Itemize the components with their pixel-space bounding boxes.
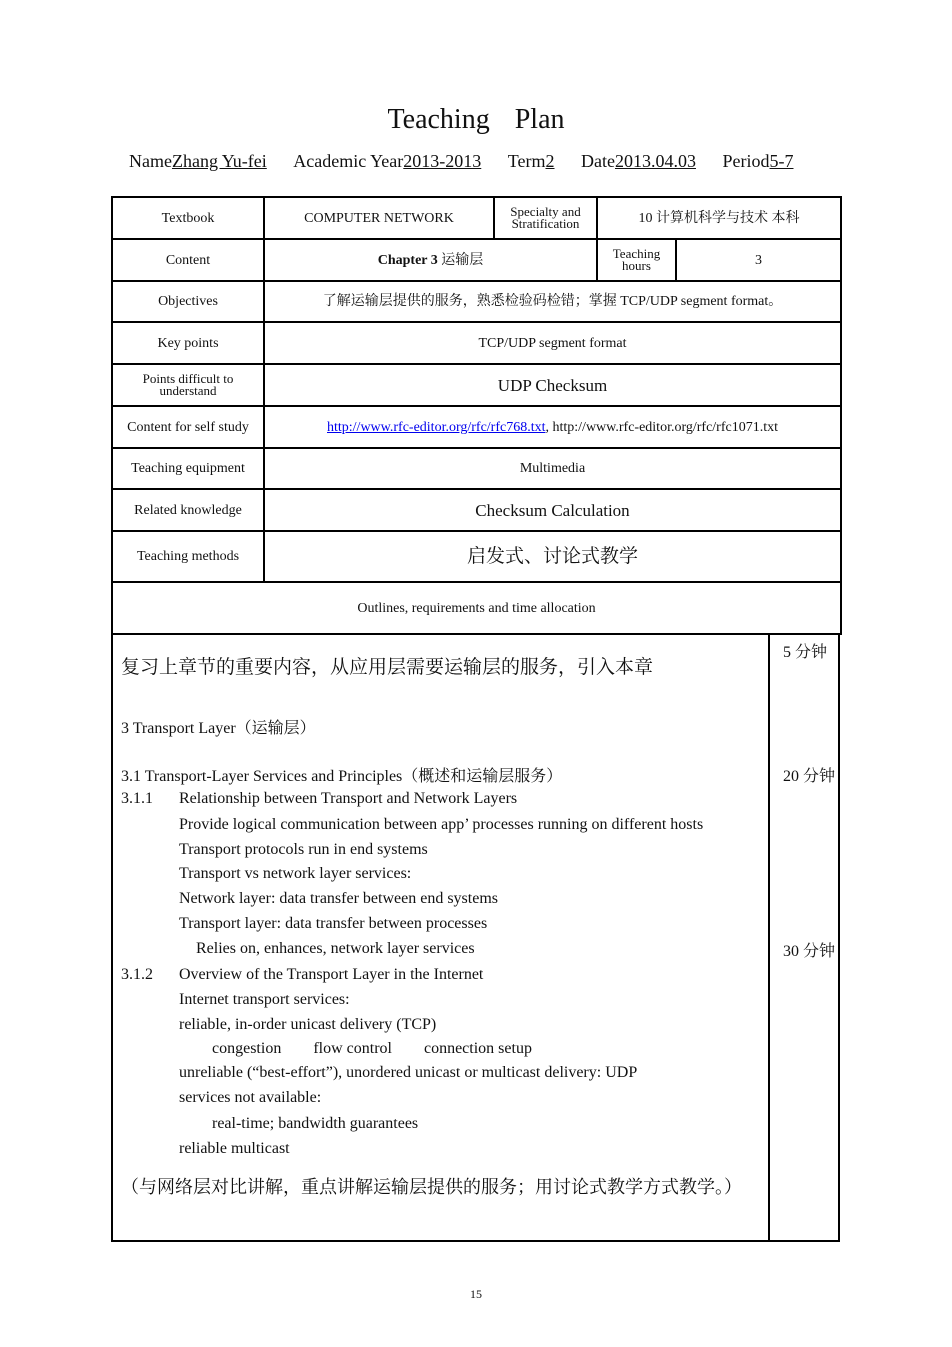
row-keypoints xyxy=(112,322,841,364)
outline-line: reliable multicast xyxy=(179,1140,290,1157)
methods-label: Teaching methods xyxy=(112,531,264,582)
textbook-value: COMPUTER NETWORK xyxy=(264,197,494,239)
row-related xyxy=(112,489,841,531)
row-methods xyxy=(112,531,841,582)
textbook-label: Textbook xyxy=(112,197,264,239)
review-intro: 复习上章节的重要内容，从应用层需要运输层的服务，引入本章 xyxy=(121,656,654,678)
section-3-1-1-number: 3.1.1 xyxy=(121,790,153,807)
hours-label: Teaching hours xyxy=(597,239,676,281)
row-difficult xyxy=(112,364,841,406)
rfc768-link[interactable]: http://www.rfc-editor.org/rfc/rfc768.txt xyxy=(327,419,546,435)
period-label: Period xyxy=(722,151,770,171)
outline-line: congestion flow control connection setup xyxy=(212,1040,532,1057)
teaching-note: （与网络层对比讲解，重点讲解运输层提供的服务；用讨论式教学方式教学。） xyxy=(121,1177,742,1198)
objectives-value: 了解运输层提供的服务，熟悉检验码检错；掌握 TCP/UDP segment format。 xyxy=(264,281,841,322)
difficult-label: Points difficult to understand xyxy=(112,364,264,406)
term-value: 2 xyxy=(545,151,555,171)
keypoints-label: Key points xyxy=(112,322,264,364)
content-label: Content xyxy=(112,239,264,281)
specialty-label: Specialty and Stratification xyxy=(494,197,597,239)
section-3-1-1-title: Relationship between Transport and Network Layers xyxy=(179,790,518,807)
rfc1071-text: , http://www.rfc-editor.org/rfc/rfc1071.txt xyxy=(545,419,778,435)
outline-box xyxy=(111,633,840,1242)
objectives-label: Objectives xyxy=(112,281,264,322)
content-value xyxy=(264,239,597,281)
content-chapter: Chapter 3 xyxy=(377,252,438,268)
content-chapter-title: 运输层 xyxy=(437,252,484,268)
row-selfstudy xyxy=(112,406,841,448)
section-3-1-2-number: 3.1.2 xyxy=(121,966,153,983)
page-number: 15 xyxy=(470,1287,482,1301)
hours-value: 3 xyxy=(676,239,841,281)
outline-line: Internet transport services: xyxy=(179,991,350,1008)
difficult-value: UDP Checksum xyxy=(264,364,841,406)
outline-line: Relies on, enhances, network layer services xyxy=(196,940,475,957)
chapter-heading: 3 Transport Layer（运输层） xyxy=(121,720,316,737)
methods-value: 启发式、讨论式教学 xyxy=(264,531,841,582)
section-3-1: 3.1 Transport-Layer Services and Principles（概述和运输层服务） xyxy=(121,768,563,785)
selfstudy-value xyxy=(264,406,841,448)
outline-header: Outlines, requirements and time allocation xyxy=(112,582,841,634)
equipment-label: Teaching equipment xyxy=(112,448,264,489)
row-content xyxy=(112,239,841,281)
header-meta xyxy=(129,151,807,172)
row-textbook xyxy=(112,197,841,239)
outline-line: services not available: xyxy=(179,1089,322,1106)
row-outline-header xyxy=(112,582,841,634)
period-value: 5-7 xyxy=(769,151,794,171)
related-value: Checksum Calculation xyxy=(264,489,841,531)
info-table xyxy=(111,196,842,635)
selfstudy-label: Content for self study xyxy=(112,406,264,448)
name-label: Name xyxy=(129,151,172,171)
outline-line: unreliable (“best-effort”), unordered unicast or multicast delivery: UDP xyxy=(179,1064,638,1081)
specialty-value: 10 计算机科学与技术 本科 xyxy=(597,197,841,239)
row-objectives xyxy=(112,281,841,322)
term-label: Term xyxy=(507,151,546,171)
outline-line: Transport layer: data transfer between processes xyxy=(179,915,488,932)
row-equipment xyxy=(112,448,841,489)
name-value: Zhang Yu-fei xyxy=(171,151,267,171)
related-label: Related knowledge xyxy=(112,489,264,531)
time-allocation: 5 分钟 xyxy=(783,644,828,661)
outline-line: Transport protocols run in end systems xyxy=(179,841,428,858)
outline-line: real-time; bandwidth guarantees xyxy=(212,1115,419,1132)
section-3-1-2-title: Overview of the Transport Layer in the Internet xyxy=(179,966,484,983)
keypoints-value: TCP/UDP segment format xyxy=(264,322,841,364)
time-allocation: 30 分钟 xyxy=(783,943,836,960)
time-column-divider xyxy=(768,635,770,1240)
outline-line: reliable, in-order unicast delivery (TCP) xyxy=(179,1016,437,1033)
year-value: 2013-2013 xyxy=(403,151,482,171)
outline-line: Network layer: data transfer between end systems xyxy=(179,890,498,907)
date-label: Date xyxy=(581,151,615,171)
outline-line: Provide logical communication between app’ processes running on different hosts xyxy=(179,816,704,833)
page-title: Teaching Plan xyxy=(387,104,565,135)
year-label: Academic Year xyxy=(293,151,404,171)
time-allocation: 20 分钟 xyxy=(783,768,836,785)
equipment-value: Multimedia xyxy=(264,448,841,489)
outline-line: Transport vs network layer services: xyxy=(179,865,412,882)
date-value: 2013.04.03 xyxy=(614,151,696,171)
